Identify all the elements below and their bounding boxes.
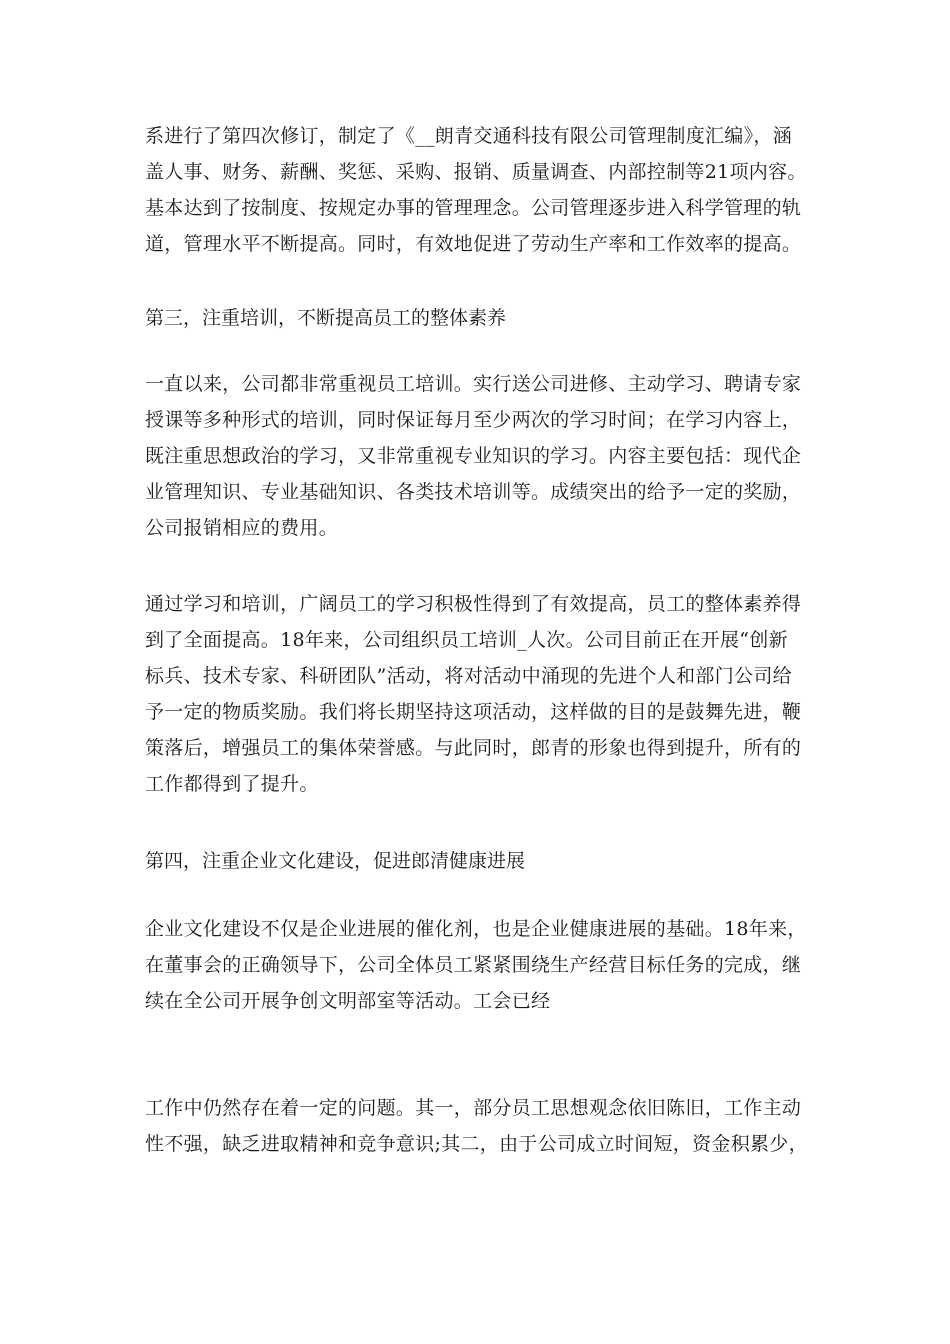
paragraph-line: 性不强，缺乏进取精神和竞争意识;其二，由于公司成立时间短，资金积累少，	[145, 1133, 808, 1155]
paragraph-management-system	[145, 118, 810, 262]
paragraph-line: 标兵、技术专家、科研团队”活动，将对活动中涌现的先进个人和部门公司给	[145, 665, 792, 687]
section-heading-training: 第三，注重培训，不断提高员工的整体素养	[145, 307, 507, 329]
paragraph-line: 企业文化建设不仅是企业进展的催化剂，也是企业健康进展的基础。18年来，	[145, 918, 807, 940]
paragraph-line: 既注重思想政治的学习，又非常重视专业知识的学习。内容主要包括：现代企	[145, 445, 802, 467]
section-heading-culture: 第四，注重企业文化建设，促进郎清健康进展	[145, 850, 526, 872]
paragraph-line: 道，管理水平不断提高。同时，有效地促进了劳动生产率和工作效率的提高。	[145, 233, 802, 255]
paragraph-line: 予一定的物质奖励。我们将长期坚持这项活动，这样做的目的是鼓舞先进，鞭	[145, 701, 802, 723]
paragraph-line: 盖人事、财务、薪酬、奖惩、采购、报销、质量调查、内部控制等21项内容。	[145, 161, 807, 183]
paragraph-line: 公司报销相应的费用。	[145, 517, 339, 539]
paragraph-line: 在董事会的正确领导下，公司全体员工紧紧围绕生产经营目标任务的完成，继	[145, 954, 802, 976]
paragraph-line: 策落后，增强员工的集体荣誉感。与此同时，郎青的形象也得到提升，所有的	[145, 737, 802, 759]
paragraph-training-results	[145, 586, 810, 802]
paragraph-line: 工作中仍然存在着一定的问题。其一，部分员工思想观念依旧陈旧，工作主动	[145, 1097, 802, 1119]
paragraph-training	[145, 366, 810, 546]
paragraph-line: 授课等多种形式的培训，同时保证每月至少两次的学习时间；在学习内容上，	[145, 409, 802, 431]
paragraph-culture	[145, 911, 810, 1019]
paragraph-line: 业管理知识、专业基础知识、各类技术培训等。成绩突出的给予一定的奖励，	[145, 481, 802, 503]
paragraph-problems	[145, 1090, 810, 1162]
paragraph-line: 一直以来，公司都非常重视员工培训。实行送公司进修、主动学习、聘请专家	[145, 373, 802, 395]
paragraph-line: 到了全面提高。18年来，公司组织员工培训_人次。公司目前正在开展“创新	[145, 629, 788, 651]
paragraph-line: 系进行了第四次修订，制定了《__朗青交通科技有限公司管理制度汇编》，涵	[145, 125, 793, 147]
paragraph-line: 工作都得到了提升。	[145, 773, 319, 795]
paragraph-line: 基本达到了按制度、按规定办事的管理理念。公司管理逐步进入科学管理的轨	[145, 197, 802, 219]
paragraph-line: 通过学习和培训，广阔员工的学习积极性得到了有效提高，员工的整体素养得	[145, 593, 802, 615]
paragraph-line: 续在全公司开展争创文明部室等活动。工会已经	[145, 990, 551, 1012]
